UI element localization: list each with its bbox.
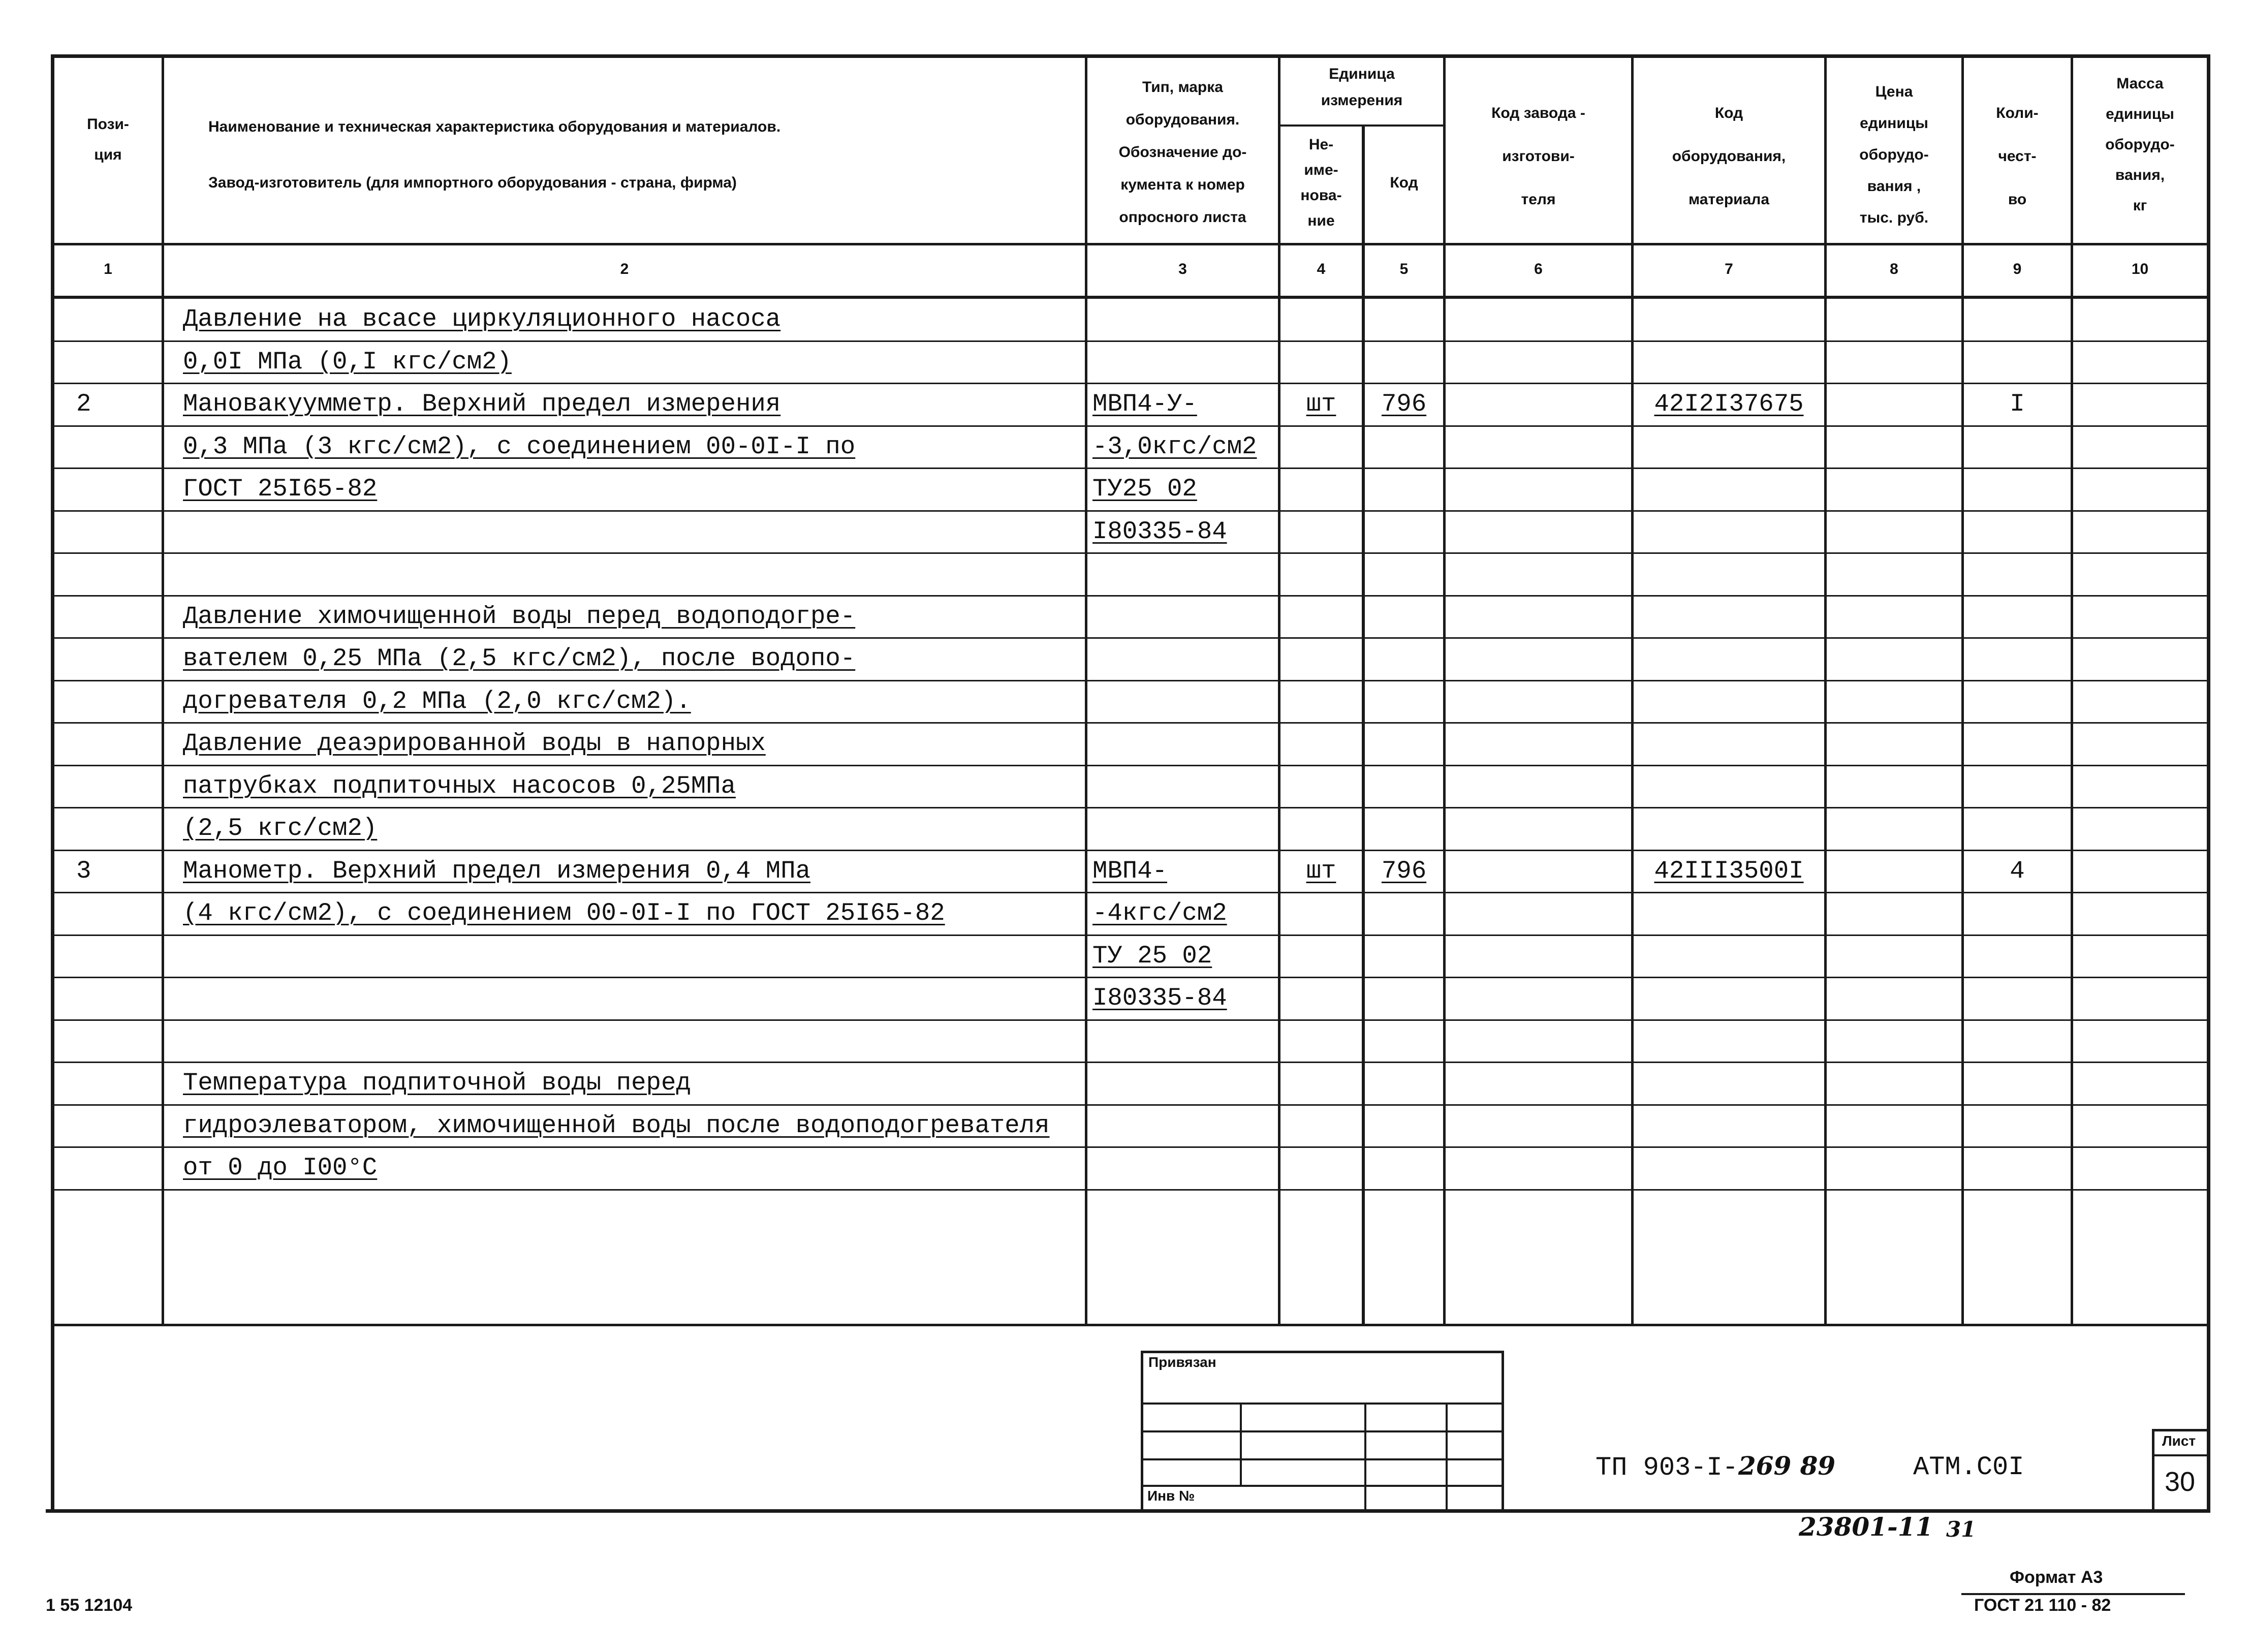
row-line bbox=[51, 850, 2210, 851]
stamp-line-4 bbox=[1141, 1485, 1504, 1487]
sheet-label: Лист bbox=[2162, 1433, 2196, 1449]
col-line-4 bbox=[1362, 124, 1365, 1325]
col-line-8 bbox=[1961, 54, 1964, 1325]
colnum-5: 5 bbox=[1399, 261, 1409, 277]
cell-equip: 42III3500I bbox=[1654, 856, 1804, 885]
col-line-9 bbox=[2071, 54, 2073, 1325]
frame-right bbox=[2207, 54, 2210, 1513]
cell-name: гидроэлеватором, химочищенной воды после водоподогревателя bbox=[183, 1111, 1050, 1140]
sheet-box-left bbox=[2152, 1429, 2154, 1513]
header-unit-code: Код bbox=[1390, 174, 1418, 191]
cell-name: Температура подпиточной воды перед bbox=[183, 1069, 691, 1097]
format-label: Формат А3 bbox=[2010, 1568, 2103, 1587]
sheet-box-mid bbox=[2152, 1454, 2210, 1456]
stamp-vline-1 bbox=[1240, 1404, 1242, 1485]
header-unit-name: Не- име- нова- ние bbox=[1300, 136, 1342, 229]
cell-name: 0,0I МПа (0,I кгс/см2) bbox=[183, 347, 512, 376]
unit-group-line bbox=[1278, 124, 1446, 127]
cell-name: 0,3 МПа (3 кгс/см2), с соединением 00-0I-I по bbox=[183, 432, 856, 461]
cell-type: МВП4-У- bbox=[1092, 390, 1197, 418]
cell-code: 796 bbox=[1381, 390, 1427, 418]
cell-type: I80335-84 bbox=[1092, 517, 1227, 546]
stamp-line-1 bbox=[1141, 1402, 1504, 1405]
cell-name: ГОСТ 25I65-82 bbox=[183, 475, 378, 503]
colnum-4: 4 bbox=[1317, 261, 1326, 277]
header-price: Цена единицы оборудо- вания , тыс. руб. bbox=[1859, 83, 1929, 226]
stamp-vline-3 bbox=[1446, 1404, 1448, 1510]
cell-name: Мановакуумметр. Верхний предел измерения bbox=[183, 390, 781, 418]
row-line bbox=[51, 510, 2210, 512]
col-line-5 bbox=[1443, 54, 1446, 1325]
colnum-6: 6 bbox=[1534, 261, 1543, 277]
row-line bbox=[51, 383, 2210, 384]
sheet-box-top bbox=[2152, 1429, 2210, 1431]
footer-rule bbox=[1961, 1593, 2185, 1595]
cell-qty: 4 bbox=[2010, 856, 2025, 885]
sheet-number: 30 bbox=[2165, 1467, 2196, 1497]
privyazan-label: Привязан bbox=[1148, 1354, 1216, 1370]
row-line bbox=[51, 934, 2210, 936]
row-line bbox=[51, 892, 2210, 893]
row-line bbox=[51, 467, 2210, 469]
row-line bbox=[51, 680, 2210, 681]
cell-type: МВП4- bbox=[1092, 856, 1168, 885]
cell-type: -4кгс/см2 bbox=[1092, 899, 1227, 927]
header-name: Наименование и техническая характеристика оборудования и материалов. Завод-изготовитель (для импортного оборудования - страна, фирма) bbox=[208, 118, 781, 191]
cell-name: Давление химочищенной воды перед водоподогре- bbox=[183, 602, 856, 631]
row-line bbox=[51, 807, 2210, 808]
document-designation: ТП 903-I-269 89 bbox=[1596, 1451, 1836, 1483]
frame-top bbox=[51, 54, 2210, 58]
cell-name: патрубках подпиточных насосов 0,25МПа bbox=[183, 771, 736, 800]
colnum-9: 9 bbox=[2013, 261, 2022, 277]
row-line bbox=[51, 637, 2210, 639]
cell-name: Давление на всасе циркуляционного насоса bbox=[183, 305, 781, 333]
inventory-number-label: Инв № bbox=[1147, 1488, 1195, 1504]
cell-name: (2,5 кгс/см2) bbox=[183, 814, 378, 843]
cell-pos: 2 bbox=[76, 390, 91, 418]
col-line-1 bbox=[162, 54, 164, 1325]
cell-name: догревателя 0,2 МПа (2,0 кгс/см2). bbox=[183, 687, 691, 715]
cell-equip: 42I2I37675 bbox=[1654, 390, 1804, 418]
colnum-7: 7 bbox=[1725, 261, 1733, 277]
stamp-line-3 bbox=[1141, 1458, 1504, 1460]
col-line-7 bbox=[1824, 54, 1827, 1325]
cell-unit: шт bbox=[1306, 390, 1336, 418]
frame-left bbox=[51, 54, 54, 1513]
cell-unit: шт bbox=[1306, 856, 1336, 885]
cell-name: Манометр. Верхний предел измерения 0,4 МПа bbox=[183, 856, 811, 885]
header-quantity: Коли- чест- во bbox=[1996, 105, 2039, 208]
colnum-8: 8 bbox=[1890, 261, 1898, 277]
row-line bbox=[51, 340, 2210, 342]
left-footer-code: 1 55 12104 bbox=[46, 1596, 133, 1615]
header-type: Тип, марка оборудования. Обозначение до- кумента к номер опросного листа bbox=[1118, 79, 1247, 226]
header-mass: Масса единицы оборудо- вания, кг bbox=[2105, 75, 2175, 214]
colnum-3: 3 bbox=[1178, 261, 1187, 277]
colnum-2: 2 bbox=[620, 261, 629, 277]
colnum-10: 10 bbox=[2131, 261, 2149, 277]
header-position: Пози- ция bbox=[87, 116, 129, 163]
handwritten-reference: 23801-11 bbox=[1799, 1512, 1933, 1542]
cell-type: I80335-84 bbox=[1092, 984, 1227, 1012]
cell-qty: I bbox=[2010, 390, 2025, 418]
cell-type: -3,0кгс/см2 bbox=[1092, 432, 1257, 461]
cell-name: от 0 до I00°С bbox=[183, 1154, 378, 1182]
col-line-2 bbox=[1085, 54, 1087, 1325]
row-line bbox=[51, 1146, 2210, 1148]
row-line bbox=[51, 1062, 2210, 1063]
stamp-line-2 bbox=[1141, 1430, 1504, 1432]
row-line bbox=[51, 595, 2210, 597]
cell-name: (4 кгс/см2), с соединением 00-0I-I по ГОСТ 25I65-82 bbox=[183, 899, 945, 927]
header-factory-code: Код завода - изготови- теля bbox=[1491, 105, 1585, 208]
header-bottom-line bbox=[51, 243, 2210, 245]
cell-name: Давление деаэрированной воды в напорных bbox=[183, 729, 766, 758]
handwritten-reference-2: 31 bbox=[1946, 1517, 1976, 1542]
row-line bbox=[51, 1189, 2210, 1191]
row-line bbox=[51, 977, 2210, 978]
row-line bbox=[51, 425, 2210, 427]
stamp-vline-2 bbox=[1364, 1404, 1366, 1510]
row-line bbox=[51, 552, 2210, 554]
gost-label: ГОСТ 21 110 - 82 bbox=[1974, 1596, 2111, 1615]
row-line bbox=[51, 765, 2210, 766]
table-bottom-line bbox=[51, 1324, 2210, 1326]
cell-pos: 3 bbox=[76, 856, 91, 885]
cell-code: 796 bbox=[1381, 856, 1427, 885]
cell-name: вателем 0,25 МПа (2,5 кгс/см2), после водопо- bbox=[183, 644, 856, 673]
col-line-3 bbox=[1278, 54, 1280, 1325]
cell-type: ТУ25 02 bbox=[1092, 475, 1197, 503]
stamp-top bbox=[1141, 1351, 1504, 1353]
numbering-bottom-line bbox=[51, 296, 2210, 299]
row-line bbox=[51, 722, 2210, 724]
row-line bbox=[51, 1019, 2210, 1021]
colnum-1: 1 bbox=[104, 261, 112, 277]
row-line bbox=[51, 1104, 2210, 1106]
header-equipment-code: Код оборудования, материала bbox=[1672, 105, 1786, 208]
col-line-6 bbox=[1631, 54, 1634, 1325]
cell-type: ТУ 25 02 bbox=[1092, 941, 1212, 970]
document-mark: АТМ.С0I bbox=[1913, 1452, 2024, 1482]
header-unit-group: Единица измерения bbox=[1321, 66, 1403, 109]
